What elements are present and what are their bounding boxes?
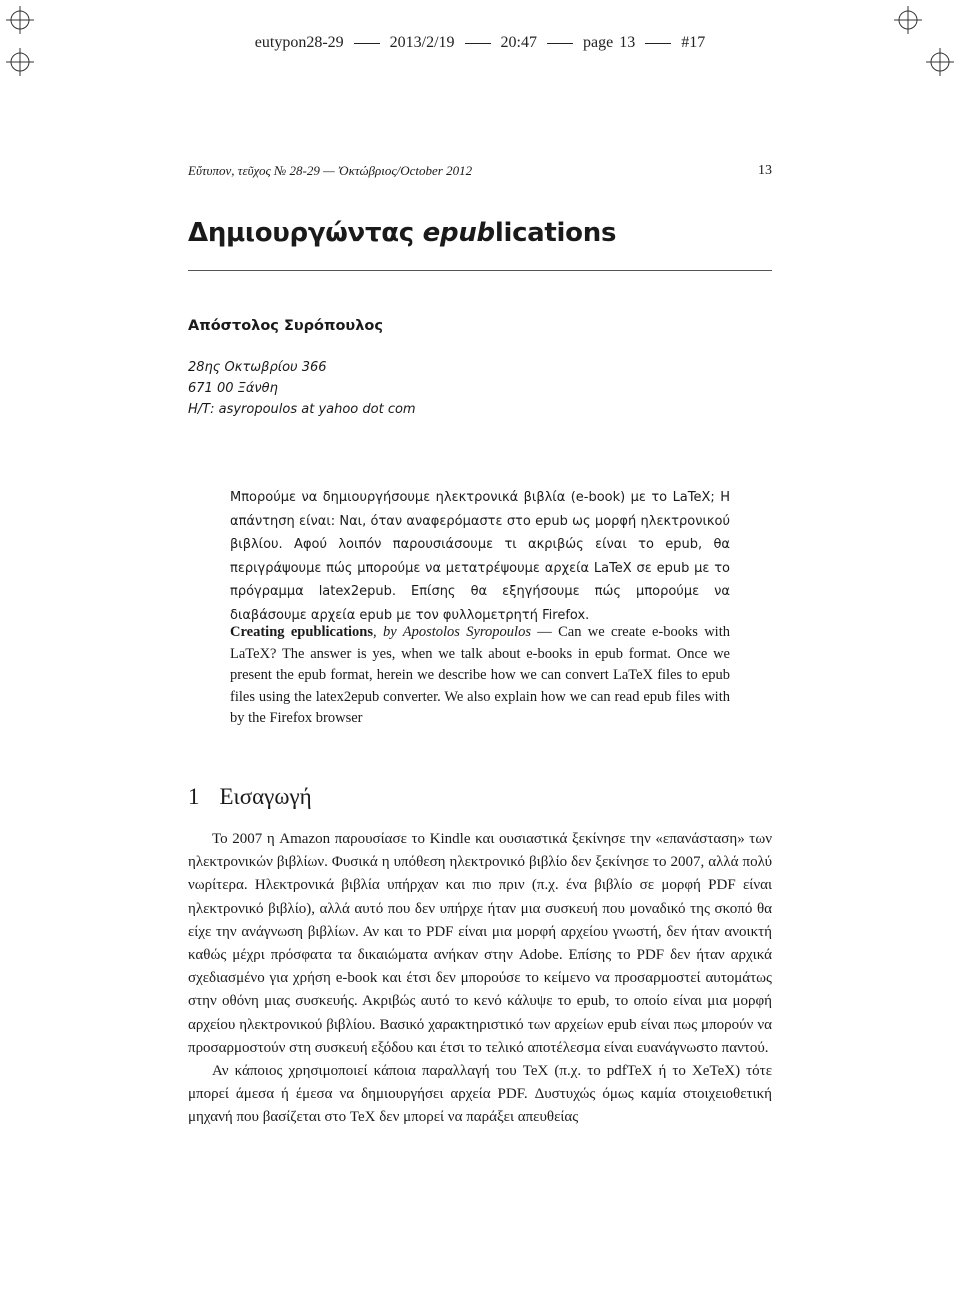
author-address	[188, 357, 416, 420]
journal-info: Εὔτυπον, τεῦχος № 28-29 — Ὀκτώβριος/October 2012	[188, 163, 473, 178]
abstract-english-byline: , by Apostolos Syropoulos	[373, 624, 531, 640]
address-email: Η/Τ: asyropoulos at yahoo dot com	[188, 402, 416, 417]
crop-mark-icon	[6, 48, 34, 76]
body-text	[188, 828, 772, 1130]
page-number: 13	[758, 163, 772, 178]
slug-line	[0, 34, 960, 52]
dash-divider	[465, 43, 491, 44]
dash-divider	[547, 43, 573, 44]
title-brand: epub	[422, 218, 495, 248]
crop-mark-icon	[6, 6, 34, 34]
section-title: Εισαγωγή	[219, 784, 312, 809]
address-line: 28ης Οκτωβρίου 366	[188, 360, 327, 375]
abstract-greek: Μπορούμε να δημιουργήσουμε ηλεκτρονικά βιβλία (e-book) με το LaTeX; Η απάντηση είναι: Ναι, όταν αναφερόμαστε στο epub ως μορφή ηλεκτρονικού βιβλίου. Αφού λοιπόν παρουσιάσουμε τι ακριβώς είναι το epub, θα περιγράψουμε πώς μπορούμε να μετατρέψουμε αρχεία LaTeX σε epub με το πρόγραμμα latex2epub. Επίσης θα εξηγήσουμε πώς μπορούμε να διαβάσουμε αρχεία epub με τον φυλλομετρητή Firefox.	[230, 490, 730, 623]
title-suffix: lications	[494, 218, 617, 248]
section-heading	[188, 784, 312, 810]
abstract-english	[230, 622, 730, 730]
paragraph: Το 2007 η Amazon παρουσίασε το Kindle και ουσιαστικά ξεκίνησε την «επανάσταση» των ηλεκτρονικών βιβλίων. Φυσικά η υπόθεση ηλεκτρονικό βιβλίο δεν ξεκίνησε το 2007, αλλά πολύ νωρίτερα. Ηλεκτρονικά βιβλία υπήρχαν και πιο πριν (π.χ. ένα βιβλίο σε μορφή PDF είναι ηλεκτρονικό βιβλίο), αλλά αυτό που δεν υπήρχε ήταν μια συσκευή που μοναδικό της σκοπό θα είχε την ανάγνωση βιβλίων. Αν και το PDF είναι μια μορφή αρχείου γνωστή, δεν ήταν ανοικτή καθώς μέχρι πρόσφατα τα δικαιώματα ανήκαν στην Adobe. Επίσης το PDF δεν ήταν αρχικά σχεδιασμένο για χρήση e-book και έτσι δεν μπορούσε το κείμενο να προσαρμοστεί αυτομάτως στην οθόνη μιας συσκευής. Ακριβώς αυτό το κενό κάλυψε το epub, το οποίο είναι μια μορφή αρχείου ηλεκτρονικού βιβλίου. Βασικό χαρακτηριστικό των αρχείων epub είναι πως μπορούν να προσαρμοστούν στη συσκευή εξόδου και έτσι το τελικό αποτέλεσμα είναι ευανάγνωστο παντού.	[188, 831, 772, 1056]
abstract-english-body: — Can we create e-books with LaTeX? The answer is yes, when we talk about e-books in epub format. Once we present the epub format, herein we describe how we can convert LaTeX files to epub files using the latex2epub converter. We also explain how we can read epub files with by the Firefox browser	[230, 624, 730, 727]
dash-divider	[354, 43, 380, 44]
title-prefix: Δημιουργώντας	[188, 218, 423, 248]
author-name: Απόστολος Συρόπουλος	[188, 318, 383, 334]
slug-page: page 13	[583, 34, 636, 51]
running-head	[188, 163, 772, 179]
slug-seq: #17	[681, 34, 706, 51]
article-title	[188, 218, 616, 248]
paragraph: Αν κάποιος χρησιμοποιεί κάποια παραλλαγή του TeX (π.χ. το pdfTeX ή το XeTeX) τότε μπορεί άμεσα ή έμεσα να δημιουργήσει αρχεία PDF. Δυστυχώς όμως καμία στοιχειοθετική μηχανή που βασίζεται στο TeX δεν μπορεί να παράξει απευθείας	[188, 1063, 772, 1126]
address-line: 671 00 Ξάνθη	[188, 381, 278, 396]
slug-date: 2013/2/19	[389, 34, 455, 51]
title-rule	[188, 270, 772, 271]
slug-time: 20:47	[500, 34, 537, 51]
dash-divider	[645, 43, 671, 44]
crop-mark-icon	[926, 48, 954, 76]
abstract-english-title: Creating epublications	[230, 624, 374, 640]
crop-mark-icon	[894, 6, 922, 34]
slug-file: eutypon28-29	[254, 34, 344, 51]
section-number: 1	[188, 784, 200, 809]
